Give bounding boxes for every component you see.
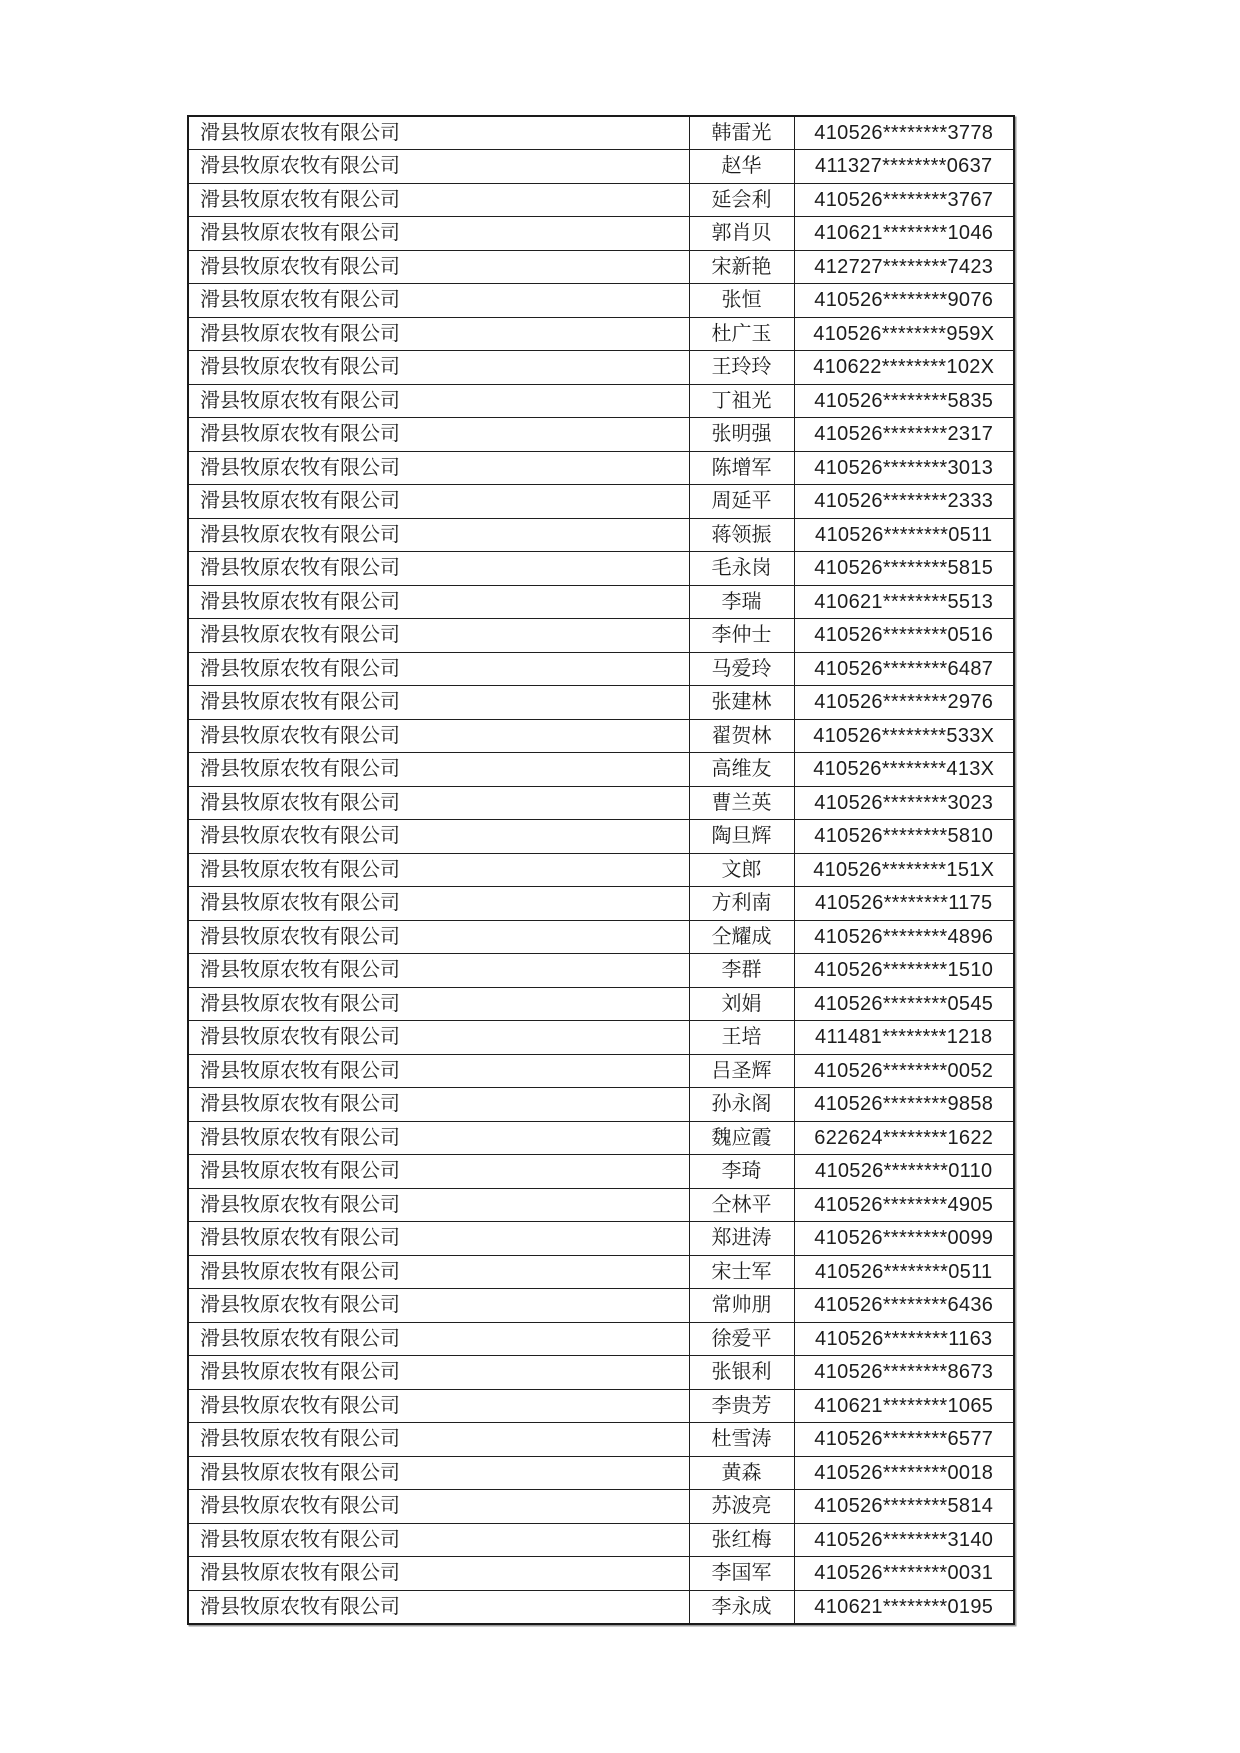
company-cell: 滑县牧原农牧有限公司 [188,619,689,653]
name-cell: 陶旦辉 [689,820,794,854]
company-cell: 滑县牧原农牧有限公司 [188,853,689,887]
id-cell: 410526********959X [794,317,1014,351]
name-cell: 李瑞 [689,585,794,619]
table-row [188,1322,1014,1356]
id-cell: 410526********0511 [794,1255,1014,1289]
company-cell: 滑县牧原农牧有限公司 [188,317,689,351]
id-cell: 410621********5513 [794,585,1014,619]
company-cell: 滑县牧原农牧有限公司 [188,920,689,954]
id-cell: 410526********0031 [794,1557,1014,1591]
company-cell: 滑县牧原农牧有限公司 [188,518,689,552]
table-row [188,920,1014,954]
id-cell: 410621********1065 [794,1389,1014,1423]
company-cell: 滑县牧原农牧有限公司 [188,1456,689,1490]
company-cell: 滑县牧原农牧有限公司 [188,351,689,385]
company-cell: 滑县牧原农牧有限公司 [188,753,689,787]
id-cell: 410526********5814 [794,1490,1014,1524]
name-cell: 杜广玉 [689,317,794,351]
name-cell: 李琦 [689,1155,794,1189]
table-row [188,250,1014,284]
company-cell: 滑县牧原农牧有限公司 [188,451,689,485]
company-cell: 滑县牧原农牧有限公司 [188,1289,689,1323]
company-cell: 滑县牧原农牧有限公司 [188,284,689,318]
company-cell: 滑县牧原农牧有限公司 [188,1389,689,1423]
table-row [188,518,1014,552]
company-cell: 滑县牧原农牧有限公司 [188,987,689,1021]
table-row [188,217,1014,251]
company-cell: 滑县牧原农牧有限公司 [188,786,689,820]
id-cell: 410526********0018 [794,1456,1014,1490]
name-cell: 李仲士 [689,619,794,653]
table-row [188,1456,1014,1490]
employee-roster-table [187,115,1015,1625]
table-row [188,1021,1014,1055]
id-cell: 410526********533X [794,719,1014,753]
name-cell: 李国军 [689,1557,794,1591]
name-cell: 黄森 [689,1456,794,1490]
name-cell: 吕圣辉 [689,1054,794,1088]
name-cell: 丁祖光 [689,384,794,418]
table-row [188,1590,1014,1624]
company-cell: 滑县牧原农牧有限公司 [188,1590,689,1624]
table-row [188,1088,1014,1122]
name-cell: 徐爱平 [689,1322,794,1356]
name-cell: 魏应霞 [689,1121,794,1155]
id-cell: 410526********151X [794,853,1014,887]
name-cell: 张明强 [689,418,794,452]
id-cell: 410526********0516 [794,619,1014,653]
name-cell: 李群 [689,954,794,988]
id-cell: 410526********0511 [794,518,1014,552]
table-row [188,652,1014,686]
id-cell: 412727********7423 [794,250,1014,284]
name-cell: 常帅朋 [689,1289,794,1323]
id-cell: 410526********1175 [794,887,1014,921]
id-cell: 410526********3013 [794,451,1014,485]
name-cell: 宋新艳 [689,250,794,284]
table-row [188,451,1014,485]
company-cell: 滑县牧原农牧有限公司 [188,1188,689,1222]
name-cell: 郭肖贝 [689,217,794,251]
name-cell: 韩雷光 [689,116,794,150]
table-row [188,1121,1014,1155]
name-cell: 仝耀成 [689,920,794,954]
name-cell: 周延平 [689,485,794,519]
id-cell: 622624********1622 [794,1121,1014,1155]
id-cell: 410526********3778 [794,116,1014,150]
table-row [188,853,1014,887]
company-cell: 滑县牧原农牧有限公司 [188,1322,689,1356]
id-cell: 411481********1218 [794,1021,1014,1055]
table-row [188,552,1014,586]
company-cell: 滑县牧原农牧有限公司 [188,183,689,217]
table-row [188,619,1014,653]
table-body [188,116,1014,1624]
company-cell: 滑县牧原农牧有限公司 [188,1423,689,1457]
table-row [188,1423,1014,1457]
name-cell: 宋士军 [689,1255,794,1289]
name-cell: 马爱玲 [689,652,794,686]
company-cell: 滑县牧原农牧有限公司 [188,150,689,184]
company-cell: 滑县牧原农牧有限公司 [188,1356,689,1390]
name-cell: 张建林 [689,686,794,720]
name-cell: 刘娟 [689,987,794,1021]
id-cell: 410526********4896 [794,920,1014,954]
table-row [188,351,1014,385]
table-row [188,1289,1014,1323]
table-row [188,585,1014,619]
id-cell: 410526********5810 [794,820,1014,854]
company-cell: 滑县牧原农牧有限公司 [188,1088,689,1122]
name-cell: 李永成 [689,1590,794,1624]
name-cell: 郑进涛 [689,1222,794,1256]
name-cell: 延会利 [689,183,794,217]
company-cell: 滑县牧原农牧有限公司 [188,1523,689,1557]
company-cell: 滑县牧原农牧有限公司 [188,954,689,988]
company-cell: 滑县牧原农牧有限公司 [188,1054,689,1088]
company-cell: 滑县牧原农牧有限公司 [188,1021,689,1055]
table-row [188,317,1014,351]
id-cell: 410526********4905 [794,1188,1014,1222]
company-cell: 滑县牧原农牧有限公司 [188,1222,689,1256]
table-row [188,418,1014,452]
table-row [188,1389,1014,1423]
id-cell: 410526********0545 [794,987,1014,1021]
name-cell: 仝林平 [689,1188,794,1222]
id-cell: 410622********102X [794,351,1014,385]
company-cell: 滑县牧原农牧有限公司 [188,887,689,921]
company-cell: 滑县牧原农牧有限公司 [188,250,689,284]
table-row [188,150,1014,184]
name-cell: 赵华 [689,150,794,184]
table-row [188,686,1014,720]
name-cell: 曹兰英 [689,786,794,820]
table-row [188,1222,1014,1256]
table-row [188,753,1014,787]
id-cell: 410621********1046 [794,217,1014,251]
id-cell: 410526********3023 [794,786,1014,820]
company-cell: 滑县牧原农牧有限公司 [188,384,689,418]
table-row [188,1356,1014,1390]
id-cell: 410526********0110 [794,1155,1014,1189]
company-cell: 滑县牧原农牧有限公司 [188,1255,689,1289]
table-row [188,485,1014,519]
company-cell: 滑县牧原农牧有限公司 [188,719,689,753]
id-cell: 410526********8673 [794,1356,1014,1390]
table-row [188,183,1014,217]
table-row [188,820,1014,854]
name-cell: 李贵芳 [689,1389,794,1423]
name-cell: 蒋领振 [689,518,794,552]
id-cell: 410526********3140 [794,1523,1014,1557]
company-cell: 滑县牧原农牧有限公司 [188,1121,689,1155]
id-cell: 410526********6487 [794,652,1014,686]
name-cell: 高维友 [689,753,794,787]
table-row [188,719,1014,753]
name-cell: 翟贺林 [689,719,794,753]
id-cell: 410526********6577 [794,1423,1014,1457]
company-cell: 滑县牧原农牧有限公司 [188,1557,689,1591]
id-cell: 410526********0099 [794,1222,1014,1256]
table-row [188,284,1014,318]
table-row [188,1490,1014,1524]
id-cell: 410526********2976 [794,686,1014,720]
company-cell: 滑县牧原农牧有限公司 [188,418,689,452]
name-cell: 张恒 [689,284,794,318]
name-cell: 毛永岗 [689,552,794,586]
company-cell: 滑县牧原农牧有限公司 [188,485,689,519]
id-cell: 410526********5815 [794,552,1014,586]
table-row [188,887,1014,921]
company-cell: 滑县牧原农牧有限公司 [188,552,689,586]
name-cell: 王培 [689,1021,794,1055]
id-cell: 411327********0637 [794,150,1014,184]
id-cell: 410526********413X [794,753,1014,787]
table-row [188,954,1014,988]
name-cell: 苏波亮 [689,1490,794,1524]
id-cell: 410526********5835 [794,384,1014,418]
table-row [188,116,1014,150]
name-cell: 陈增军 [689,451,794,485]
name-cell: 张红梅 [689,1523,794,1557]
id-cell: 410526********1510 [794,954,1014,988]
company-cell: 滑县牧原农牧有限公司 [188,116,689,150]
id-cell: 410526********9076 [794,284,1014,318]
id-cell: 410526********9858 [794,1088,1014,1122]
id-cell: 410621********0195 [794,1590,1014,1624]
id-cell: 410526********6436 [794,1289,1014,1323]
id-cell: 410526********2317 [794,418,1014,452]
company-cell: 滑县牧原农牧有限公司 [188,820,689,854]
table-row [188,1557,1014,1591]
name-cell: 张银利 [689,1356,794,1390]
table-row [188,786,1014,820]
table-row [188,1054,1014,1088]
table-row [188,1255,1014,1289]
id-cell: 410526********1163 [794,1322,1014,1356]
table-row [188,1523,1014,1557]
name-cell: 方利南 [689,887,794,921]
company-cell: 滑县牧原农牧有限公司 [188,1490,689,1524]
company-cell: 滑县牧原农牧有限公司 [188,585,689,619]
table-row [188,384,1014,418]
company-cell: 滑县牧原农牧有限公司 [188,686,689,720]
name-cell: 王玲玲 [689,351,794,385]
name-cell: 孙永阁 [689,1088,794,1122]
table-row [188,1155,1014,1189]
id-cell: 410526********0052 [794,1054,1014,1088]
name-cell: 文郎 [689,853,794,887]
table-row [188,1188,1014,1222]
id-cell: 410526********3767 [794,183,1014,217]
name-cell: 杜雪涛 [689,1423,794,1457]
company-cell: 滑县牧原农牧有限公司 [188,1155,689,1189]
company-cell: 滑县牧原农牧有限公司 [188,652,689,686]
table-row [188,987,1014,1021]
id-cell: 410526********2333 [794,485,1014,519]
company-cell: 滑县牧原农牧有限公司 [188,217,689,251]
